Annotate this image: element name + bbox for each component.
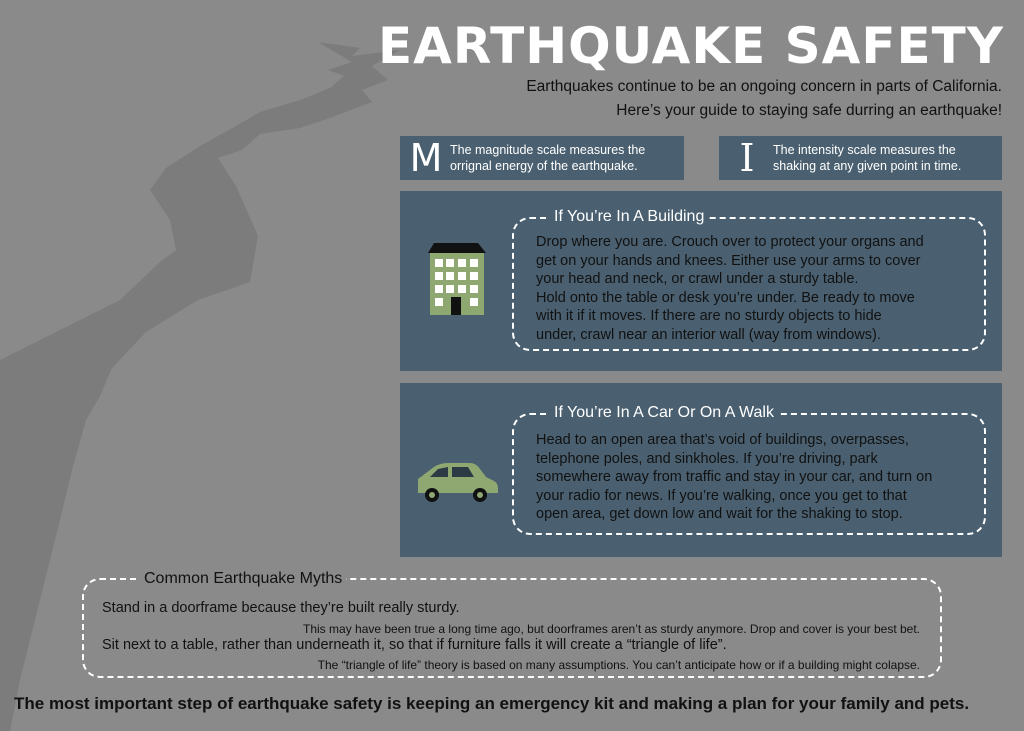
- footer-note: The most important step of earthquake safety is keeping an emergency kit and making a plan for your family and pets.: [14, 694, 970, 713]
- magnitude-text: [450, 142, 645, 174]
- intensity-letter: I: [739, 136, 755, 180]
- car-line: open area, get down low and wait for the shaking to stop.: [536, 506, 903, 522]
- car-instructions-box: [512, 404, 986, 535]
- magnitude-letter: M: [409, 136, 443, 180]
- building-line: get on your hands and knees. Either use your arms to cover: [536, 252, 921, 269]
- myths-heading: Common Earthquake Myths: [140, 569, 346, 589]
- myth-claim: Stand in a doorframe because they’re built really sturdy.: [102, 600, 460, 616]
- car-panel: [400, 383, 1002, 557]
- car-line: telephone poles, and sinkholes. If you’re driving, park: [536, 450, 878, 467]
- page-title: EARTHQUAKE SAFETY: [378, 17, 1004, 75]
- magnitude-text-line-1: The magnitude scale measures the: [450, 143, 646, 157]
- car-line: your radio for news. If you’re walking, once you get to that: [536, 487, 907, 504]
- intensity-scale-box: [719, 136, 1002, 180]
- building-instructions: [536, 233, 982, 344]
- car-heading: If You’re In A Car Or On A Walk: [550, 403, 778, 423]
- building-line: under, crawl near an interior wall (way from windows).: [536, 326, 881, 343]
- car-instructions: [536, 431, 982, 524]
- myths-box: [82, 570, 942, 678]
- subtitle-line-1: Earthquakes continue to be an ongoing concern in parts of California.: [526, 78, 1002, 95]
- car-line: somewhere away from traffic and stay in your car, and turn on: [536, 469, 933, 485]
- myth-claim: Sit next to a table, rather than underneath it, so that if furniture falls it will create a “triangle of life”.: [102, 637, 727, 653]
- building-line: Hold onto the table or desk you’re under. Be ready to move: [536, 289, 915, 306]
- intensity-text-line-1: The intensity scale measures the: [773, 143, 956, 157]
- building-panel: [400, 191, 1002, 371]
- building-line: your head and neck, or crawl under a sturdy table.: [536, 271, 859, 287]
- magnitude-text-line-2: orrignal energy of the earthquake.: [450, 159, 638, 173]
- building-line: with it if it moves. If there are no sturdy objects to hide: [536, 308, 882, 324]
- car-line: Head to an open area that’s void of buildings, overpasses,: [536, 432, 909, 448]
- subtitle-line-2: Here’s your guide to staying safe durring an earthquake!: [616, 102, 1002, 119]
- myth-response: This may have been true a long time ago, but doorframes aren’t as sturdy anymore. Drop and cover is your best bet.: [303, 622, 920, 636]
- magnitude-scale-box: [400, 136, 684, 180]
- intensity-text: [773, 142, 961, 174]
- building-heading: If You’re In A Building: [550, 207, 708, 227]
- building-instructions-box: [512, 208, 986, 351]
- intensity-text-line-2: shaking at any given point in time.: [773, 159, 962, 173]
- building-icon: [422, 239, 490, 315]
- car-icon: [414, 459, 500, 505]
- myth-response: The “triangle of life” theory is based on many assumptions. You can’t anticipate how or if a building might colapse.: [317, 658, 920, 672]
- building-line: Drop where you are. Crouch over to protect your organs and: [536, 234, 924, 250]
